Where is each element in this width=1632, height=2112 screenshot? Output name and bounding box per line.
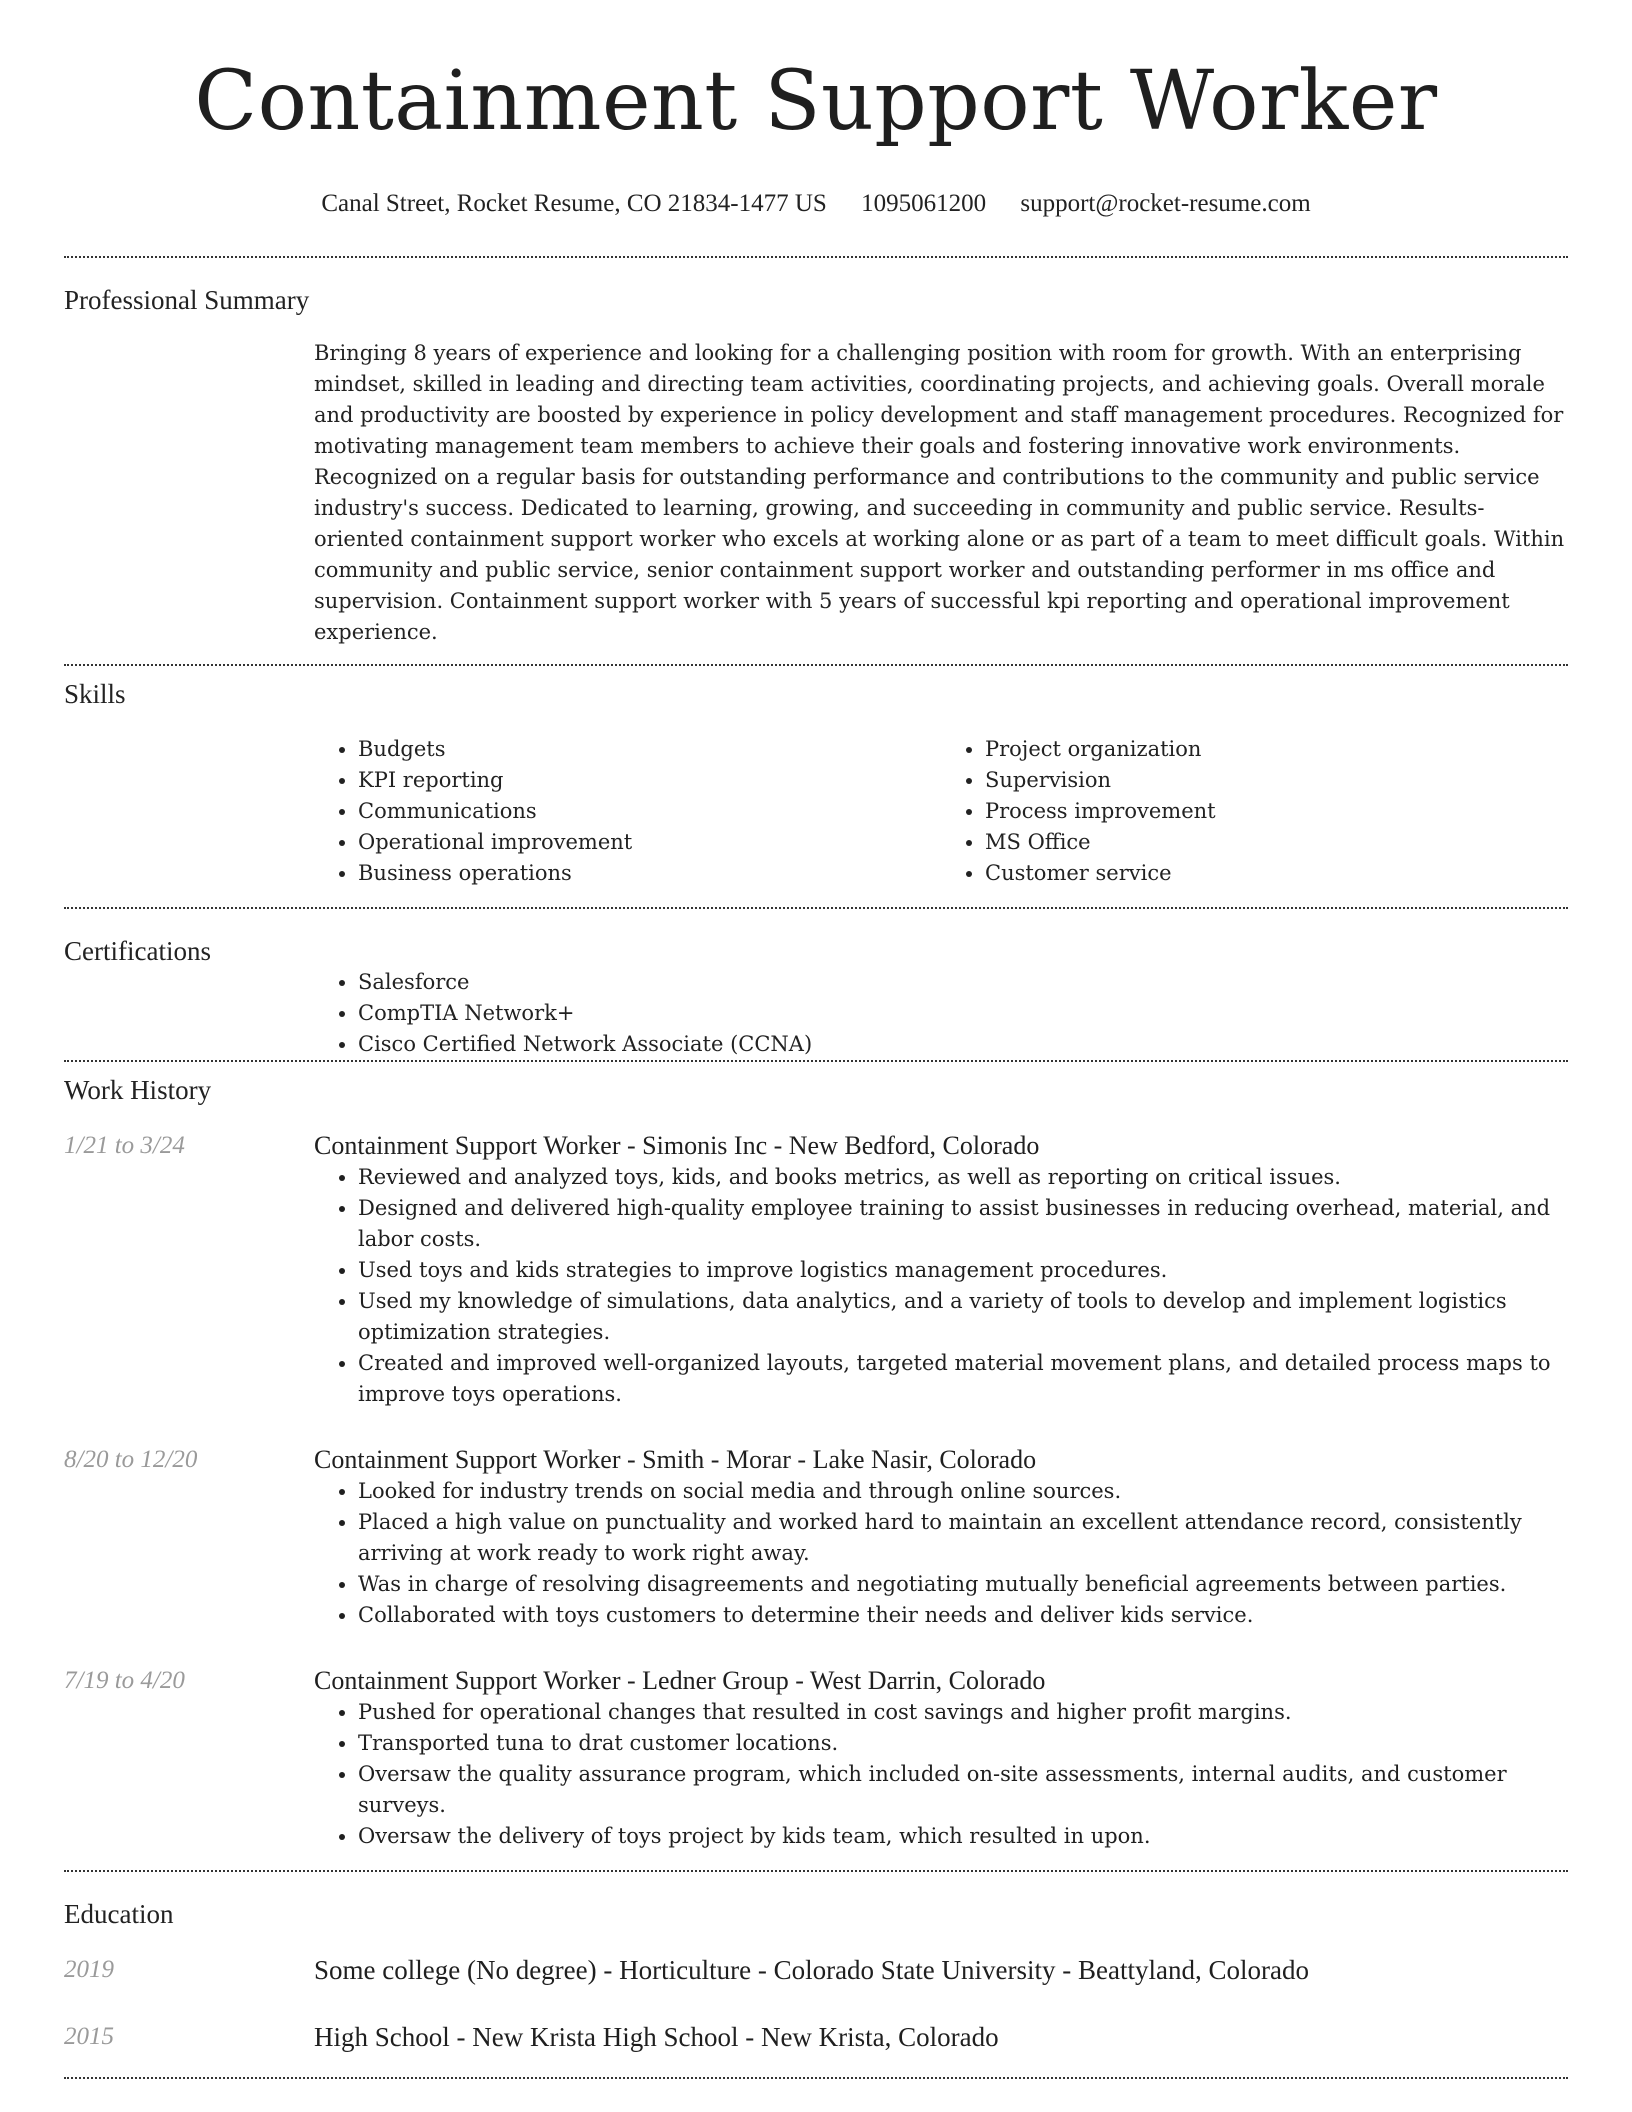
contact-line [64, 188, 1568, 220]
contact-phone: 1095061200 [861, 190, 987, 217]
education-title: Some college (No degree) - Horticulture - Colorado State University - Beattyland, Colorado [314, 1955, 1309, 1985]
skills-heading: Skills [64, 679, 126, 709]
job-bullet: • Created and improved well-organized layouts, targeted material movement plans, and detailed process maps to improve toys operations. [358, 1348, 1568, 1410]
job-bullet: • Collaborated with toys customers to determine their needs and deliver kids service. [358, 1600, 1568, 1631]
job-bullet: • Transported tuna to drat customer locations. [358, 1728, 1568, 1759]
contact-email: support@rocket-resume.com [1020, 190, 1311, 217]
job-bullet: • Used toys and kids strategies to improve logistics management procedures. [358, 1255, 1568, 1286]
skill-item: • Business operations [358, 858, 941, 889]
summary-heading: Professional Summary [64, 285, 310, 315]
education-title: High School - New Krista High School - New Krista, Colorado [314, 2022, 999, 2052]
skills-list-right [941, 734, 1568, 889]
skill-item: • Project organization [985, 734, 1568, 765]
skill-item: • Budgets [358, 734, 941, 765]
education-section [64, 1872, 1568, 2077]
skill-item: • KPI reporting [358, 765, 941, 796]
certifications-heading: Certifications [64, 936, 211, 966]
education-entry [64, 1954, 1568, 1986]
job-title: Containment Support Worker - Ledner Group - West Darrin, Colorado [314, 1666, 1046, 1695]
certification-item: • CompTIA Network+ [358, 998, 1568, 1029]
candidate-name: Containment Support Worker [194, 54, 1438, 149]
education-entry [64, 2021, 1568, 2053]
job-bullet: • Used my knowledge of simulations, data analytics, and a variety of tools to develop and implement logistics optimization strategies. [358, 1286, 1568, 1348]
job-entry [64, 1444, 1568, 1631]
job-bullets [314, 1476, 1568, 1631]
contact-address: Canal Street, Rocket Resume, CO 21834-1477 US [321, 190, 827, 217]
job-bullet: • Oversaw the delivery of toys project by kids team, which resulted in upon. [358, 1821, 1568, 1852]
job-date: 1/21 to 3/24 [64, 1132, 185, 1159]
job-entry [64, 1665, 1568, 1852]
job-title: Containment Support Worker - Smith - Morar - Lake Nasir, Colorado [314, 1445, 1037, 1474]
education-heading: Education [64, 1899, 174, 1929]
skills-section [64, 666, 1568, 889]
summary-section [64, 258, 1568, 648]
skill-item: • Customer service [985, 858, 1568, 889]
skills-list-left [314, 734, 941, 889]
job-bullet: • Looked for industry trends on social media and through online sources. [358, 1476, 1568, 1507]
education-year: 2019 [64, 1956, 114, 1983]
certifications-list [314, 967, 1568, 1060]
job-bullet: • Reviewed and analyzed toys, kids, and books metrics, as well as reporting on critical issues. [358, 1162, 1568, 1193]
job-entry [64, 1130, 1568, 1410]
skill-item: • Supervision [985, 765, 1568, 796]
section-divider [64, 2077, 1568, 2079]
job-bullets [314, 1162, 1568, 1410]
certifications-section [64, 909, 1568, 1060]
certification-item: • Salesforce [358, 967, 1568, 998]
job-title: Containment Support Worker - Simonis Inc - New Bedford, Colorado [314, 1131, 1040, 1160]
skill-item: • Operational improvement [358, 827, 941, 858]
job-bullet: • Placed a high value on punctuality and worked hard to maintain an excellent attendance record, consistently arriving at work ready to work right away. [358, 1507, 1568, 1569]
work-history-heading: Work History [64, 1075, 212, 1105]
summary-text: Bringing 8 years of experience and looking for a challenging position with room for growth. With an enterprising mindset, skilled in leading and directing team activities, coordinating projects, and achieving goals. Overall morale and productivity are boosted by experience in policy development and staff management procedures. Recognized for motivating management team members to achieve their goals and fostering innovative work environments. Recognized on a regular basis for outstanding performance and contributions to the community and public service industry's success. Dedicated to learning, growing, and succeeding in community and public service. Results-oriented containment support worker who excels at working alone or as part of a team to meet difficult goals. Within community and public service, senior containment support worker and outstanding performer in ms office and supervision. Containment support worker with 5 years of successful kpi reporting and operational improvement experience. [314, 341, 1565, 644]
job-bullet: • Was in charge of resolving disagreements and negotiating mutually beneficial agreements between parties. [358, 1569, 1568, 1600]
resume-header [64, 0, 1568, 220]
work-history-section [64, 1062, 1568, 1870]
skill-item: • Process improvement [985, 796, 1568, 827]
job-date: 8/20 to 12/20 [64, 1446, 198, 1473]
job-bullet: • Oversaw the quality assurance program, which included on-site assessments, internal audits, and customer surveys. [358, 1759, 1568, 1821]
education-year: 2015 [64, 2023, 114, 2050]
skill-item: • Communications [358, 796, 941, 827]
job-bullets [314, 1697, 1568, 1852]
job-bullet: • Pushed for operational changes that resulted in cost savings and higher profit margins. [358, 1697, 1568, 1728]
certification-item: • Cisco Certified Network Associate (CCNA) [358, 1029, 1568, 1060]
job-bullet: • Designed and delivered high-quality employee training to assist businesses in reducing overhead, material, and labor costs. [358, 1193, 1568, 1255]
skill-item: • MS Office [985, 827, 1568, 858]
job-date: 7/19 to 4/20 [64, 1667, 185, 1694]
